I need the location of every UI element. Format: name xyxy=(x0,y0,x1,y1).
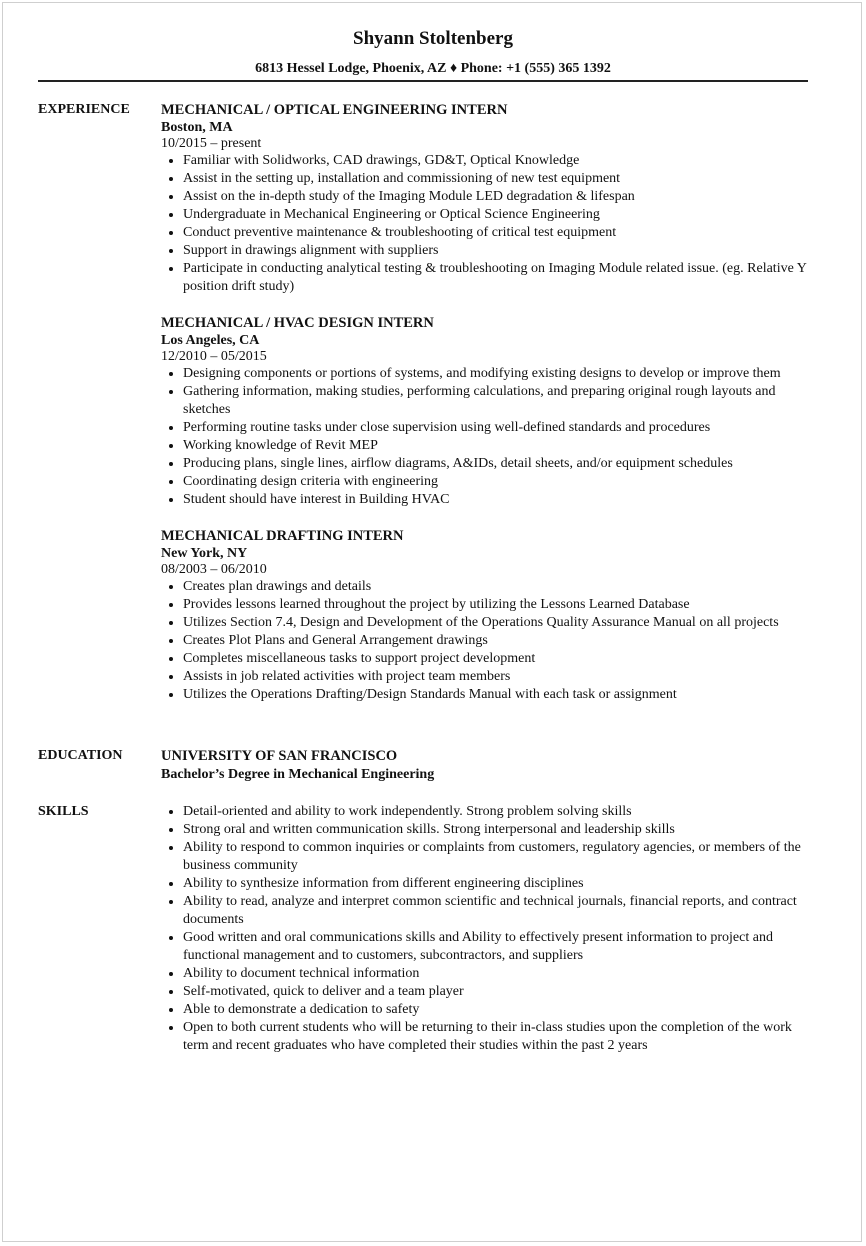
skill-item: • Open to both current students who will be returning to their in-class studies upon the completion of the work term and recent graduates who have completed their studies within the past 2 years xyxy=(183,1019,821,1055)
job-bullet: • Undergraduate in Mechanical Engineering or Optical Science Engineering xyxy=(183,206,821,224)
job-bullet: • Student should have interest in Building HVAC xyxy=(183,491,821,509)
job-bullet: • Working knowledge of Revit MEP xyxy=(183,437,821,455)
candidate-name: Shyann Stoltenberg xyxy=(353,28,513,49)
job-location: New York, NY xyxy=(161,546,248,561)
job-bullet: • Gathering information, making studies, performing calculations, and preparing original rough layouts and sketches xyxy=(183,383,821,419)
skill-item: • Detail-oriented and ability to work independently. Strong problem solving skills xyxy=(183,803,821,821)
section-label-skills: SKILLS xyxy=(38,804,89,819)
header-divider xyxy=(38,80,808,82)
skills-body xyxy=(161,803,821,1055)
skill-item: • Ability to respond to common inquiries or complaints from customers, regulatory agencies, or members of the business community xyxy=(183,839,821,875)
skill-item: • Ability to document technical information xyxy=(183,965,821,983)
job-bullet: • Performing routine tasks under close supervision using well-defined standards and procedures xyxy=(183,419,821,437)
skill-item: • Self-motivated, quick to deliver and a team player xyxy=(183,983,821,1001)
job-bullet: • Coordinating design criteria with engineering xyxy=(183,473,821,491)
skill-item: • Able to demonstrate a dedication to safety xyxy=(183,1001,821,1019)
skill-item: • Ability to read, analyze and interpret common scientific and technical journals, financial reports, and contract documents xyxy=(183,893,821,929)
job-entry xyxy=(161,314,821,509)
job-entry xyxy=(161,527,821,704)
job-dates: 08/2003 – 06/2010 xyxy=(161,562,267,577)
section-label-experience: EXPERIENCE xyxy=(38,102,130,117)
job-bullet: • Familiar with Solidworks, CAD drawings, GD&T, Optical Knowledge xyxy=(183,152,821,170)
job-bullet: • Utilizes Section 7.4, Design and Development of the Operations Quality Assurance Manual on all projects xyxy=(183,614,821,632)
job-entry xyxy=(161,101,821,296)
skill-item: • Strong oral and written communication skills. Strong interpersonal and leadership skills xyxy=(183,821,821,839)
job-bullet: • Designing components or portions of systems, and modifying existing designs to develop or improve them xyxy=(183,365,821,383)
education-body xyxy=(161,747,821,784)
school-name: UNIVERSITY OF SAN FRANCISCO xyxy=(161,748,398,764)
job-bullet: • Creates Plot Plans and General Arrangement drawings xyxy=(183,632,821,650)
skills-list xyxy=(161,803,821,1055)
job-title: MECHANICAL DRAFTING INTERN xyxy=(161,528,404,544)
experience-body xyxy=(161,101,821,722)
section-label-education: EDUCATION xyxy=(38,748,123,763)
job-location: Boston, MA xyxy=(161,120,233,135)
job-bullet: • Completes miscellaneous tasks to support project development xyxy=(183,650,821,668)
degree: Bachelor’s Degree in Mechanical Engineering xyxy=(161,767,435,782)
job-dates: 12/2010 – 05/2015 xyxy=(161,349,267,364)
job-bullets xyxy=(161,152,821,296)
job-bullet: • Conduct preventive maintenance & troubleshooting of critical test equipment xyxy=(183,224,821,242)
job-bullet: • Support in drawings alignment with suppliers xyxy=(183,242,821,260)
job-bullet: • Assist on the in-depth study of the Imaging Module LED degradation & lifespan xyxy=(183,188,821,206)
job-bullets xyxy=(161,578,821,704)
job-bullet: • Assist in the setting up, installation and commissioning of new test equipment xyxy=(183,170,821,188)
job-bullet: • Producing plans, single lines, airflow diagrams, A&IDs, detail sheets, and/or equipment schedules xyxy=(183,455,821,473)
job-title: MECHANICAL / OPTICAL ENGINEERING INTERN xyxy=(161,102,508,118)
job-bullet: • Provides lessons learned throughout the project by utilizing the Lessons Learned Database xyxy=(183,596,821,614)
job-title: MECHANICAL / HVAC DESIGN INTERN xyxy=(161,315,434,331)
job-bullet: • Creates plan drawings and details xyxy=(183,578,821,596)
contact-line: 6813 Hessel Lodge, Phoenix, AZ ♦ Phone: +1 (555) 365 1392 xyxy=(255,61,611,76)
job-bullets xyxy=(161,365,821,509)
job-location: Los Angeles, CA xyxy=(161,333,260,348)
job-bullet: • Utilizes the Operations Drafting/Design Standards Manual with each task or assignment xyxy=(183,686,821,704)
job-bullet: • Assists in job related activities with project team members xyxy=(183,668,821,686)
job-bullet: • Participate in conducting analytical testing & troubleshooting on Imaging Module related issue. (eg. Relative Y position drift study) xyxy=(183,260,821,296)
job-dates: 10/2015 – present xyxy=(161,136,262,151)
skill-item: • Good written and oral communications skills and Ability to effectively present information to project and functional management and to customers, subcontractors, and suppliers xyxy=(183,929,821,965)
skill-item: • Ability to synthesize information from different engineering disciplines xyxy=(183,875,821,893)
